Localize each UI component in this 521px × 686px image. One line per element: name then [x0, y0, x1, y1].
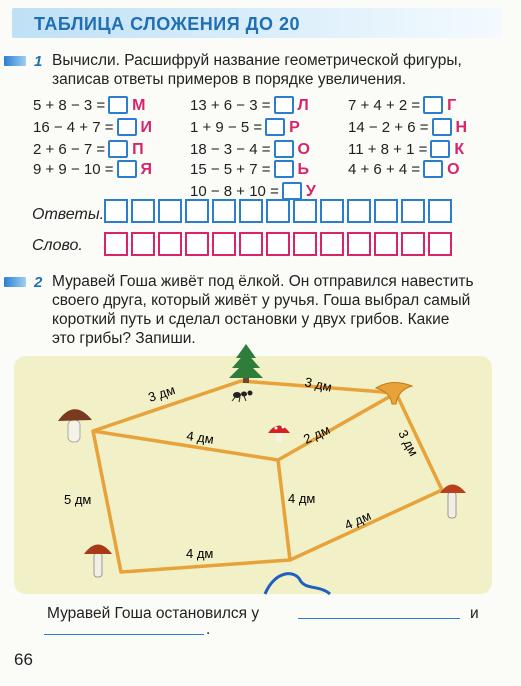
page-number: 66: [14, 650, 33, 669]
example-expression: 1 + 9 − 5 =: [190, 118, 263, 136]
distance-label: 3 дм: [395, 427, 422, 459]
distance-label: 4 дм: [186, 546, 214, 561]
task1-text-line1: Вычисли. Расшифруй название геометрической фигуры,: [52, 52, 462, 69]
code-letter: К: [454, 140, 465, 158]
task1-text-line2: записав ответы примеров в порядке увеличения.: [52, 71, 407, 88]
white-mushroom-icon: [58, 409, 92, 442]
example-expression: 13 + 6 − 3 =: [190, 96, 271, 114]
ant-icon: [232, 391, 253, 403]
example-expression: 2 + 6 − 7 =: [33, 140, 106, 158]
distance-label: 5 дм: [64, 492, 92, 507]
task1-number: 1: [34, 53, 43, 70]
distance-label: 4 дм: [185, 428, 215, 447]
page-title: ТАБЛИЦА СЛОЖЕНИЯ ДО 20: [34, 14, 301, 34]
outer-path: [93, 381, 442, 572]
example-expression: 10 − 8 + 10 =: [190, 182, 279, 200]
task2-text-line2: своего друга, который живёт у ручья. Гоша выбрал самый: [52, 292, 471, 309]
answer-and: и: [470, 605, 479, 622]
example-expression: 11 + 8 + 1 =: [348, 140, 428, 158]
center-path: [278, 460, 290, 560]
example-expression: 16 − 4 + 7 =: [33, 118, 114, 136]
example-expression: 5 + 8 − 3 =: [33, 96, 106, 114]
example-expression: 4 + 6 + 4 =: [348, 160, 421, 178]
answer-sentence: Муравей Гоша остановился у: [47, 605, 260, 622]
distance-label: 2 дм: [301, 421, 333, 447]
code-letter: Я: [140, 160, 152, 178]
distance-label: 4 дм: [288, 491, 316, 506]
example-expression: 9 + 9 − 10 =: [33, 160, 114, 178]
task2-text-line3: короткий путь и сделал остановки у двух грибов. Какие: [52, 311, 450, 328]
stream-icon: [265, 574, 330, 594]
example-expression: 15 − 5 + 7 =: [190, 160, 271, 178]
task2-number: 2: [34, 274, 43, 291]
code-letter: П: [132, 140, 144, 158]
code-letter: М: [132, 96, 146, 114]
red-cap-mushroom-icon: [84, 545, 112, 578]
middle-path: [93, 393, 396, 460]
distance-label: 3 дм: [303, 374, 334, 395]
example-expression: 7 + 4 + 2 =: [348, 96, 421, 114]
code-letter: О: [297, 140, 310, 158]
boletus-mushroom-icon: [440, 485, 466, 519]
code-letter: Л: [297, 96, 309, 114]
fir-tree-icon: [229, 344, 263, 383]
code-letter: Г: [447, 96, 457, 114]
code-letter: У: [305, 182, 316, 200]
answer-line-2[interactable]: [44, 633, 204, 635]
code-letter: О: [447, 160, 460, 178]
code-letter: И: [140, 118, 152, 136]
answer-period: .: [206, 621, 211, 638]
answers-label: Ответы.: [32, 206, 105, 223]
example-expression: 18 − 3 − 4 =: [190, 140, 271, 158]
code-letter: Ь: [297, 160, 309, 178]
example-expression: 14 − 2 + 6 =: [348, 118, 429, 136]
word-label: Слово.: [32, 237, 83, 254]
code-letter: Н: [455, 118, 468, 136]
answer-line-1[interactable]: [298, 617, 460, 619]
code-letter: Р: [289, 118, 300, 136]
fly-agaric-icon: [268, 426, 290, 443]
distance-label: 3 дм: [146, 382, 177, 405]
distance-label: 4 дм: [342, 507, 374, 533]
task2-text-line1: Муравей Гоша живёт под ёлкой. Он отправился навестить: [52, 273, 474, 290]
task2-text-line4: это грибы? Запиши.: [52, 330, 196, 347]
